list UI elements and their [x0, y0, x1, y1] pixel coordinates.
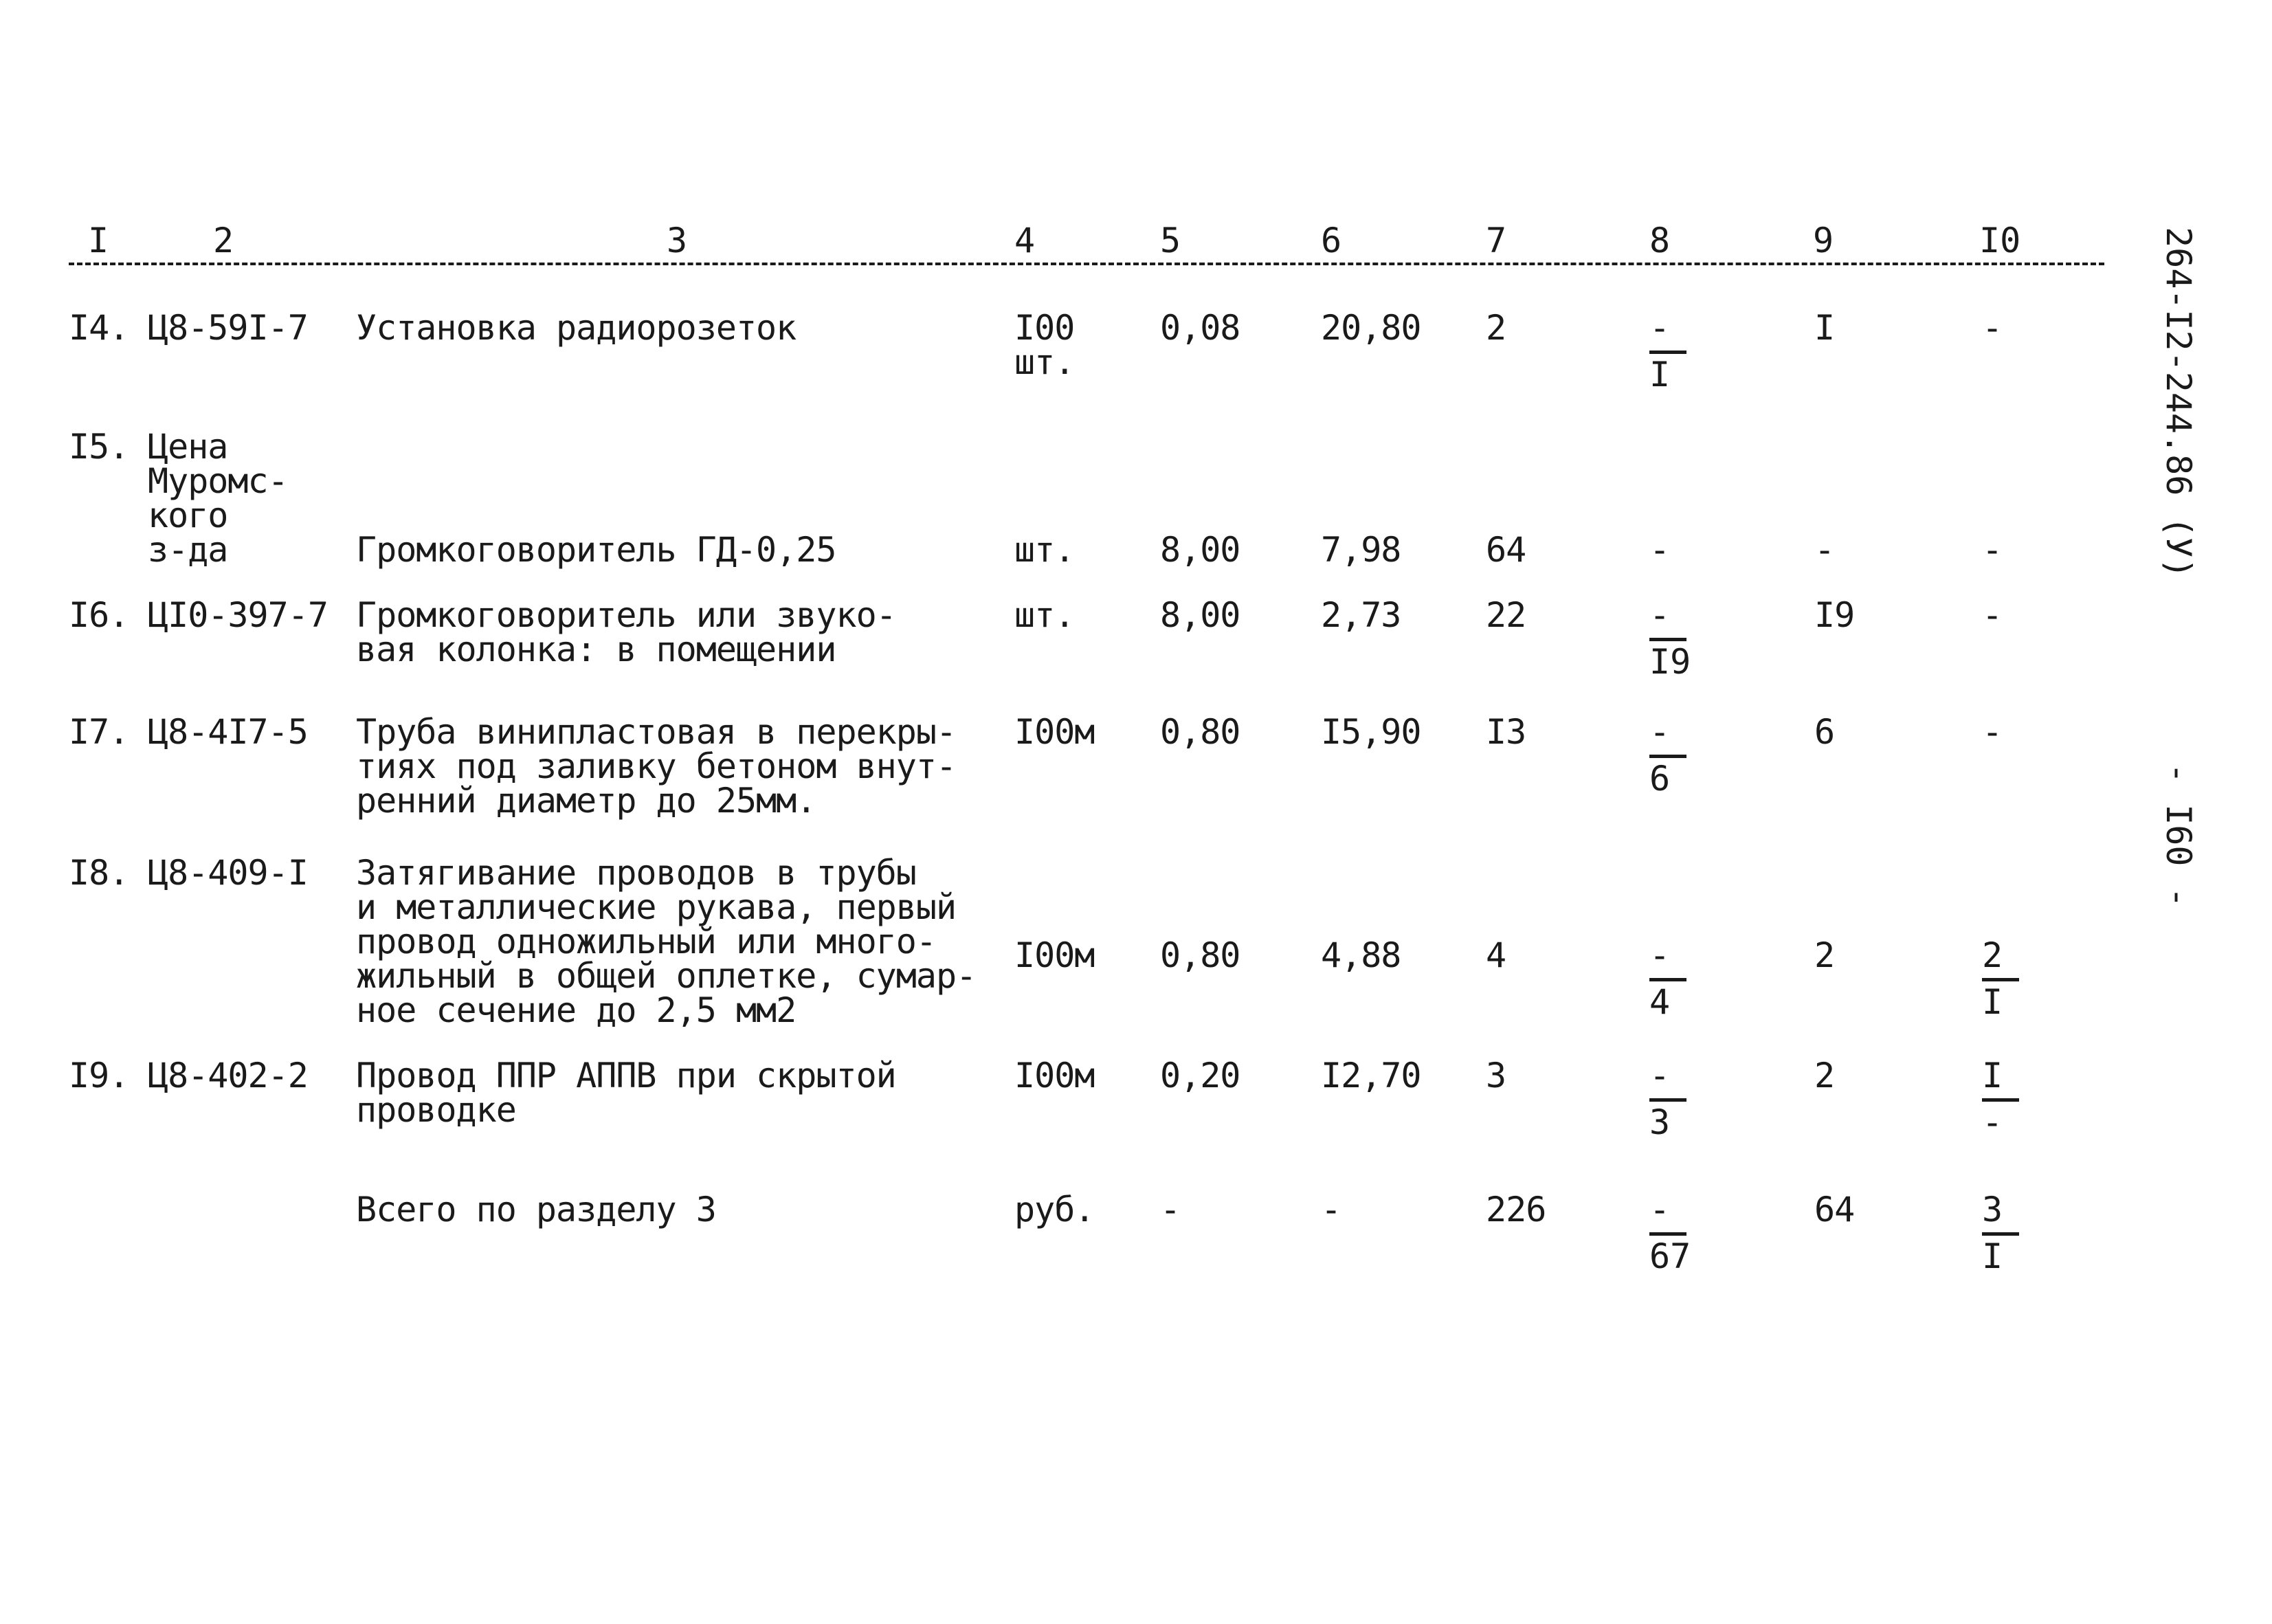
row-code: Цена Муромс- кого з-да	[148, 427, 288, 570]
column-header-4: 4	[1014, 221, 1036, 260]
fraction-denominator: 6	[1649, 759, 1671, 799]
row-col10: -	[1982, 308, 2003, 348]
row-unit: шт.	[1014, 595, 1075, 635]
row-code: ЦI0-397-7	[148, 595, 328, 635]
column-header-6: 6	[1321, 221, 1342, 260]
row-col7: 2	[1486, 308, 1506, 348]
total-col5: -	[1160, 1190, 1181, 1230]
row-code: Ц8-402-2	[148, 1056, 308, 1095]
fraction-numerator: -	[1649, 712, 1671, 752]
fraction-numerator: -	[1649, 935, 1671, 975]
row-description: Установка радиорозеток	[356, 308, 797, 348]
row-unit: I00 шт.	[1014, 308, 1075, 382]
fraction-numerator: -	[1649, 595, 1671, 635]
row-col10: -	[1982, 712, 2003, 752]
fraction-bar	[1649, 1232, 1686, 1236]
row-description: Труба винипластовая в перекры- тиях под заливку бетоном внут- ренний диаметр до 25мм.	[356, 712, 957, 821]
row-description: Громкоговоритель ГД-0,25	[356, 530, 836, 570]
row-col9: 2	[1814, 1056, 1835, 1095]
column-header-9: 9	[1813, 221, 1834, 260]
fraction-bar	[1982, 1098, 2019, 1102]
fraction-denominator: I	[1649, 355, 1671, 394]
total-label: Всего по разделу 3	[356, 1190, 716, 1230]
page-number: - I60 -	[2159, 763, 2198, 908]
fraction-denominator: 4	[1649, 982, 1671, 1022]
fraction-bar	[1649, 978, 1686, 981]
row-col7: I3	[1486, 712, 1526, 752]
column-header-7: 7	[1486, 221, 1507, 260]
row-description: Громкоговоритель или звуко- вая колонка: в помещении	[356, 595, 896, 669]
fraction-denominator: -	[1982, 1102, 2003, 1142]
fraction-bar	[1982, 978, 2019, 981]
fraction-denominator: I	[1982, 1236, 2003, 1276]
fraction-denominator: 3	[1649, 1102, 1671, 1142]
row-col5: 0,08	[1160, 308, 1240, 348]
row-col6: I2,70	[1321, 1056, 1421, 1095]
row-description: Затягивание проводов в трубы и металлические рукава, первый провод одножильный или много- жильный в общей оплетке, сумар- ное сечение до 2,5 мм2	[356, 853, 977, 1030]
fraction-bar	[1649, 755, 1686, 758]
row-col6: 2,73	[1321, 595, 1401, 635]
row-unit: I00м	[1014, 935, 1095, 975]
row-number: I7.	[69, 712, 129, 752]
row-col5: 0,80	[1160, 712, 1240, 752]
fraction-bar	[1982, 1232, 2019, 1236]
row-col7: 22	[1486, 595, 1526, 635]
header-rule	[69, 263, 2104, 265]
fraction-denominator: I9	[1649, 642, 1691, 682]
row-number: I8.	[69, 853, 129, 893]
row-col6: 7,98	[1321, 530, 1401, 570]
row-unit: шт.	[1014, 530, 1075, 570]
fraction-denominator: I	[1982, 982, 2003, 1022]
row-unit: I00м	[1014, 712, 1095, 752]
row-col6: 20,80	[1321, 308, 1421, 348]
total-col7: 226	[1486, 1190, 1546, 1230]
row-number: I6.	[69, 595, 129, 635]
fraction-numerator: -	[1649, 308, 1671, 348]
column-header-1: I	[88, 221, 109, 260]
row-col5: 0,20	[1160, 1056, 1240, 1095]
fraction-bar	[1649, 638, 1686, 641]
row-col5: 8,00	[1160, 595, 1240, 635]
row-code: Ц8-59I-7	[148, 308, 308, 348]
total-unit: руб.	[1014, 1190, 1095, 1230]
row-col9: I9	[1814, 595, 1855, 635]
column-header-3: 3	[667, 221, 688, 260]
document-code: 264-I2-244.86 (У)	[2159, 227, 2198, 579]
row-code: Ц8-4I7-5	[148, 712, 308, 752]
fraction-denominator: 67	[1649, 1236, 1691, 1276]
fraction-numerator: I	[1982, 1056, 2003, 1095]
fraction-numerator: 2	[1982, 935, 2003, 975]
fraction-numerator: -	[1649, 1056, 1671, 1095]
row-col7: 64	[1486, 530, 1526, 570]
row-code: Ц8-409-I	[148, 853, 308, 893]
column-header-2: 2	[213, 221, 234, 260]
row-col8: -	[1649, 530, 1670, 570]
fraction-numerator: 3	[1982, 1190, 2003, 1230]
row-description: Провод ППР АППВ при скрытой проводке	[356, 1056, 896, 1130]
row-col5: 0,80	[1160, 935, 1240, 975]
row-col9: 2	[1814, 935, 1835, 975]
row-col7: 3	[1486, 1056, 1506, 1095]
row-col10: -	[1982, 595, 2003, 635]
total-col9: 64	[1814, 1190, 1855, 1230]
row-col6: I5,90	[1321, 712, 1421, 752]
column-header-8: 8	[1649, 221, 1671, 260]
row-col9: 6	[1814, 712, 1835, 752]
row-col10: -	[1982, 530, 2003, 570]
row-col7: 4	[1486, 935, 1506, 975]
row-number: I5.	[69, 427, 129, 467]
row-unit: I00м	[1014, 1056, 1095, 1095]
row-col5: 8,00	[1160, 530, 1240, 570]
row-col9: -	[1814, 530, 1835, 570]
row-number: I9.	[69, 1056, 129, 1095]
fraction-numerator: -	[1649, 1190, 1671, 1230]
fraction-bar	[1649, 1098, 1686, 1102]
column-header-5: 5	[1160, 221, 1181, 260]
fraction-bar	[1649, 351, 1686, 354]
row-col9: I	[1814, 308, 1835, 348]
row-col6: 4,88	[1321, 935, 1401, 975]
row-number: I4.	[69, 308, 129, 348]
total-col6: -	[1321, 1190, 1341, 1230]
column-header-10: I0	[1979, 221, 2021, 260]
